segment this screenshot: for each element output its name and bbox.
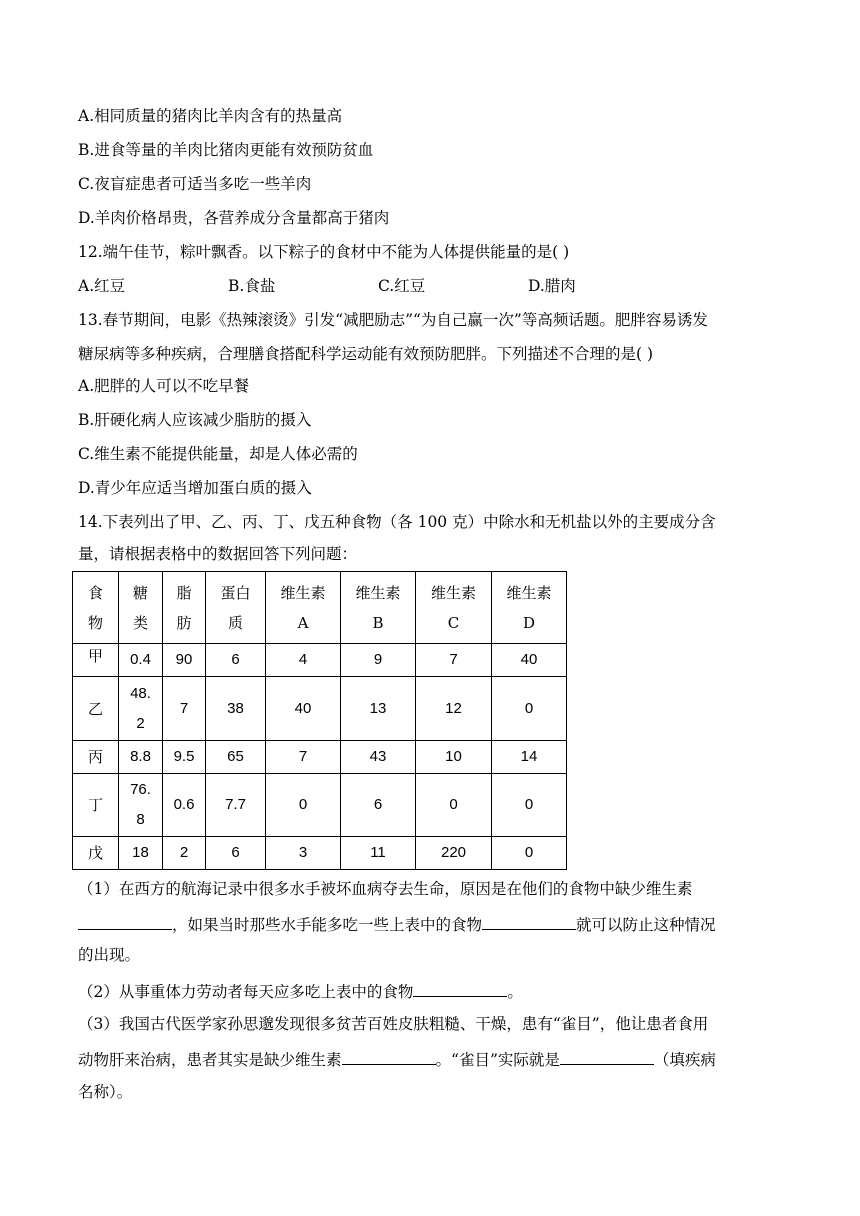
vitamin-b-cell: 9 xyxy=(341,644,416,677)
vitamin-d-cell: 14 xyxy=(492,741,567,774)
table-row xyxy=(73,644,567,677)
header-vitamin-c: 维生素 C xyxy=(416,572,492,644)
table-row xyxy=(73,741,567,774)
header-vitamin-a: 维生素 A xyxy=(266,572,341,644)
q14-sub1-line1: （1）在西方的航海记录中很多水手被坏血病夺去生命，原因是在他们的食物中缺少维生素 xyxy=(78,880,693,898)
q13-option-b: B.肝硬化病人应该减少脂肪的摄入 xyxy=(78,411,312,429)
q14-stem-line2: 量，请根据表格中的数据回答下列问题： xyxy=(78,545,358,563)
vitamin-b-cell: 13 xyxy=(341,677,416,741)
protein-cell: 38 xyxy=(206,677,266,741)
sugar-cell: 8.8 xyxy=(119,741,163,774)
vitamin-d-cell: 0 xyxy=(492,677,567,741)
vitamin-c-cell: 12 xyxy=(416,677,492,741)
header-protein: 蛋白 质 xyxy=(206,572,266,644)
protein-cell: 6 xyxy=(206,837,266,870)
fat-cell: 2 xyxy=(163,837,206,870)
q11-option-b: B.进食等量的羊肉比猪肉更能有效预防贫血 xyxy=(78,141,374,159)
answer-blank[interactable] xyxy=(342,1048,436,1065)
protein-cell: 7.7 xyxy=(206,774,266,837)
food-name: 丙 xyxy=(73,741,119,774)
sugar-cell: 76. 8 xyxy=(119,774,163,837)
food-name: 戊 xyxy=(73,837,119,870)
q11-option-a: A.相同质量的猪肉比羊肉含有的热量高 xyxy=(78,107,343,125)
vitamin-d-cell: 0 xyxy=(492,837,567,870)
header-sugar: 糖 类 xyxy=(119,572,163,644)
q12-option-b: B.食盐 xyxy=(228,277,276,295)
vitamin-a-cell: 0 xyxy=(266,774,341,837)
q12-stem: 12.端午佳节，粽叶飘香。以下粽子的食材中不能为人体提供能量的是( ) xyxy=(78,243,570,261)
vitamin-a-cell: 7 xyxy=(266,741,341,774)
header-vitamin-b: 维生素 B xyxy=(341,572,416,644)
vitamin-c-cell: 0 xyxy=(416,774,492,837)
q12-option-a: A.红豆 xyxy=(78,277,126,295)
vitamin-a-cell: 4 xyxy=(266,644,341,677)
q14-sub3-line2: 动物肝来治病，患者其实是缺少维生素 。“雀目”实际就是 （填疾病 xyxy=(78,1048,716,1070)
sugar-cell: 0.4 xyxy=(119,644,163,677)
q14-sub2: （2）从事重体力劳动者每天应多吃上表中的食物 。 xyxy=(78,980,523,1002)
food-name: 乙 xyxy=(73,677,119,741)
header-food: 食 物 xyxy=(73,572,119,644)
fat-cell: 0.6 xyxy=(163,774,206,837)
answer-blank[interactable] xyxy=(78,913,172,930)
sugar-cell: 18 xyxy=(119,837,163,870)
food-name: 甲 xyxy=(73,644,119,677)
vitamin-b-cell: 6 xyxy=(341,774,416,837)
vitamin-d-cell: 0 xyxy=(492,774,567,837)
table-row xyxy=(73,774,567,837)
table-row xyxy=(73,837,567,870)
protein-cell: 6 xyxy=(206,644,266,677)
q12-option-d: D.腊肉 xyxy=(528,277,576,295)
header-fat: 脂 肪 xyxy=(163,572,206,644)
protein-cell: 65 xyxy=(206,741,266,774)
q13-stem-line1: 13.春节期间，电影《热辣滚烫》引发“减肥励志”“为自己赢一次”等高频话题。肥胖容易诱发 xyxy=(78,311,708,329)
answer-blank[interactable] xyxy=(560,1048,654,1065)
answer-blank[interactable] xyxy=(413,980,507,997)
table-header-row xyxy=(73,572,567,644)
q12-options xyxy=(78,276,576,296)
q14-sub3-line1: （3）我国古代医学家孙思邈发现很多贫苦百姓皮肤粗糙、干燥，患有“雀目”，他让患者食用 xyxy=(78,1015,709,1033)
vitamin-d-cell: 40 xyxy=(492,644,567,677)
vitamin-c-cell: 7 xyxy=(416,644,492,677)
q11-option-d: D.羊肉价格昂贵，各营养成分含量都高于猪肉 xyxy=(78,209,390,227)
vitamin-a-cell: 40 xyxy=(266,677,341,741)
q14-stem-line1: 14.下表列出了甲、乙、丙、丁、戊五种食物（各 100 克）中除水和无机盐以外的主要成分含 xyxy=(78,513,716,531)
q13-option-c: C.维生素不能提供能量，却是人体必需的 xyxy=(78,445,358,463)
q11-option-c: C.夜盲症患者可适当多吃一些羊肉 xyxy=(78,175,312,193)
q14-sub1-line2: ，如果当时那些水手能多吃一些上表中的食物 就可以防止这种情况 xyxy=(78,913,716,935)
vitamin-c-cell: 220 xyxy=(416,837,492,870)
sugar-cell: 48. 2 xyxy=(119,677,163,741)
fat-cell: 7 xyxy=(163,677,206,741)
q14-sub3-line3: 名称）。 xyxy=(78,1083,133,1101)
vitamin-b-cell: 43 xyxy=(341,741,416,774)
fat-cell: 90 xyxy=(163,644,206,677)
vitamin-c-cell: 10 xyxy=(416,741,492,774)
table-row xyxy=(73,677,567,741)
vitamin-b-cell: 11 xyxy=(341,837,416,870)
header-vitamin-d: 维生素 D xyxy=(492,572,567,644)
fat-cell: 9.5 xyxy=(163,741,206,774)
q13-option-d: D.青少年应适当增加蛋白质的摄入 xyxy=(78,479,312,497)
nutrition-table xyxy=(72,571,567,870)
q14-sub1-line3: 的出现。 xyxy=(78,946,141,964)
q12-option-c: C.红豆 xyxy=(378,277,426,295)
q13-stem-line2: 糖尿病等多种疾病，合理膳食搭配科学运动能有效预防肥胖。下列描述不合理的是( ) xyxy=(78,345,654,363)
vitamin-a-cell: 3 xyxy=(266,837,341,870)
q13-option-a: A.肥胖的人可以不吃早餐 xyxy=(78,377,250,395)
answer-blank[interactable] xyxy=(482,913,576,930)
food-name: 丁 xyxy=(73,774,119,837)
